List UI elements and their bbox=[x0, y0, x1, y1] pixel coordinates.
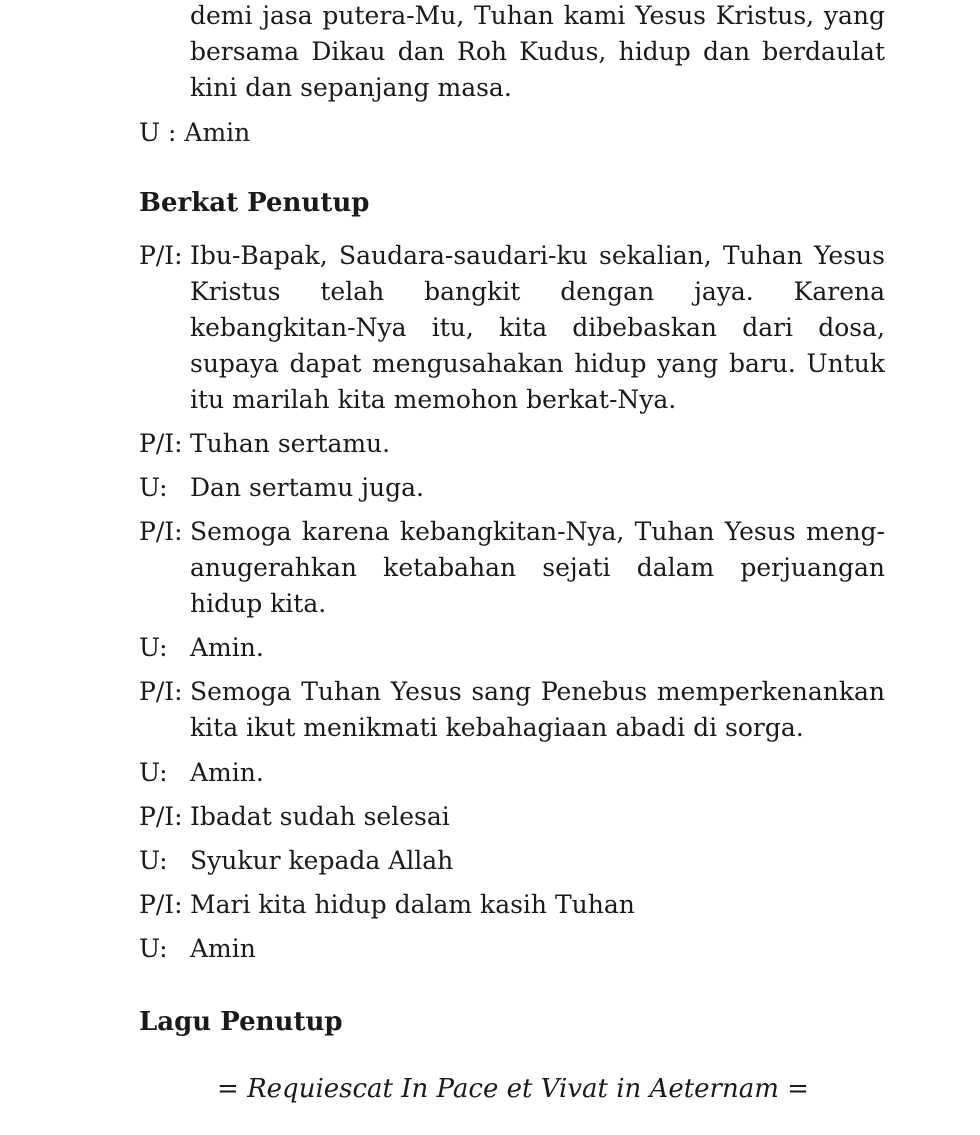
dialogue-line bbox=[139, 426, 885, 470]
dialogue-text: Mari kita hidup dalam kasih Tuhan bbox=[190, 890, 635, 919]
dialogue-text: Tuhan sertamu. bbox=[190, 429, 391, 458]
dialogue-text: Dan sertamu juga. bbox=[190, 473, 424, 502]
speaker-label: U: bbox=[139, 758, 168, 787]
speaker-label: P/I: bbox=[139, 802, 183, 831]
speaker-label: U: bbox=[139, 633, 168, 662]
speaker-label: P/I: bbox=[139, 677, 183, 706]
speaker-label: P/I: bbox=[139, 429, 183, 458]
dialogue-line bbox=[139, 843, 885, 887]
dialogue-line bbox=[139, 887, 885, 931]
dialogue-text: Semoga karena kebangkitan-Nya, Tuhan Yesus meng-anugerahkan ketabahan sejati dalam perjuangan hidup kita. bbox=[190, 517, 885, 618]
dialogue-text: Amin. bbox=[190, 758, 264, 787]
dialogue-line bbox=[139, 799, 885, 843]
dialogue-text: Semoga Tuhan Yesus sang Penebus memperkenankan kita ikut menikmati kebahagiaan abadi di sorga. bbox=[190, 677, 885, 742]
speaker-label: U: bbox=[139, 846, 168, 875]
dialogue-line bbox=[139, 755, 885, 799]
dialogue-line bbox=[139, 470, 885, 514]
dialogue-line bbox=[139, 931, 885, 975]
section-heading-berkat: Berkat Penutup bbox=[139, 188, 370, 218]
dialogue-text: Amin. bbox=[190, 633, 264, 662]
speaker-label: U: bbox=[139, 934, 168, 963]
response-text: Amin bbox=[184, 118, 251, 147]
dialogue-line bbox=[139, 514, 885, 630]
speaker-label: U: bbox=[139, 473, 168, 502]
dialogue-text: Ibu-Bapak, Saudara-saudari-ku sekalian, Tuhan Yesus Kristus telah bangkit dengan jaya. Karena kebangkitan-Nya itu, kita dibebaskan dari dosa, supaya dapat mengusahakan hidup yang baru. Untuk itu marilah kita memohon berkat-Nya. bbox=[190, 241, 885, 414]
speaker-label: P/I: bbox=[139, 517, 183, 546]
dialogue-line bbox=[139, 674, 885, 755]
speaker-label: P/I: bbox=[139, 241, 183, 270]
prayer-continuation: demi jasa putera-Mu, Tuhan kami Yesus Kristus, yang bersama Dikau dan Roh Kudus, hidup dan berdaulat kini dan sepanjang masa. bbox=[190, 1, 885, 102]
dialogue-line bbox=[139, 630, 885, 674]
speaker-label: U : bbox=[139, 118, 177, 147]
dialogue-text: Amin bbox=[190, 934, 256, 963]
dialogue-line bbox=[139, 238, 885, 418]
response-line bbox=[139, 115, 885, 151]
speaker-label: P/I: bbox=[139, 890, 183, 919]
closing-line: = Requiescat In Pace et Vivat in Aeternam = bbox=[217, 1074, 809, 1104]
section-heading-lagu: Lagu Penutup bbox=[139, 1007, 343, 1037]
blessing-dialogue bbox=[139, 238, 885, 975]
dialogue-text: Ibadat sudah selesai bbox=[190, 802, 450, 831]
dialogue-text: Syukur kepada Allah bbox=[190, 846, 454, 875]
